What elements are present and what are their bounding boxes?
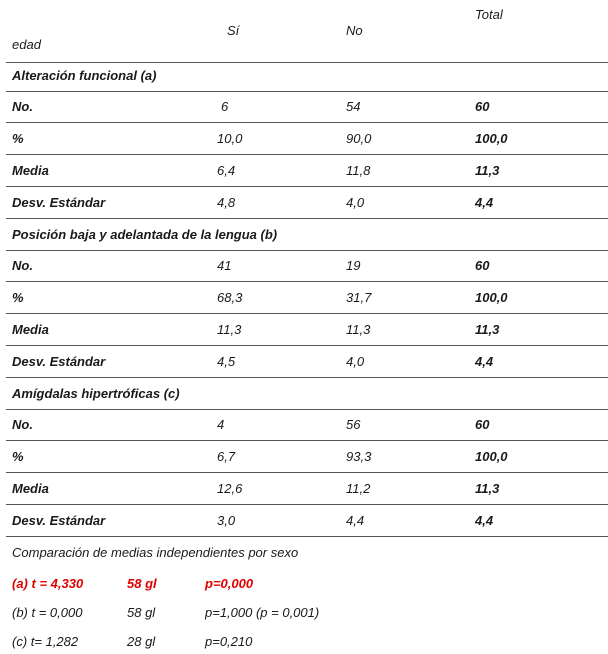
rule bbox=[6, 250, 608, 251]
cell-si: 12,6 bbox=[217, 481, 243, 496]
cell-si: 6,7 bbox=[217, 449, 236, 464]
row-label: % bbox=[12, 131, 24, 146]
cell-si: 4,5 bbox=[217, 354, 236, 369]
section-title-c: Amígdalas hipertróficas (c) bbox=[12, 386, 180, 401]
rule bbox=[6, 472, 608, 473]
header-total: Total bbox=[475, 7, 503, 22]
header-row-label: edad bbox=[12, 37, 41, 52]
header-rule bbox=[6, 62, 608, 63]
cell-total: 100,0 bbox=[475, 449, 508, 464]
cell-total: 4,4 bbox=[475, 354, 494, 369]
cell-si: 4 bbox=[217, 417, 225, 432]
rule bbox=[6, 281, 608, 282]
cell-si: 10,0 bbox=[217, 131, 243, 146]
row-label: % bbox=[12, 449, 24, 464]
cell-si: 6,4 bbox=[217, 163, 236, 178]
row-label: No. bbox=[12, 417, 33, 432]
cell-no: 11,3 bbox=[346, 322, 371, 337]
cell-si: 41 bbox=[217, 258, 232, 273]
cell-no: 4,4 bbox=[346, 513, 365, 528]
rule bbox=[6, 122, 608, 123]
rule bbox=[6, 313, 608, 314]
cell-no: 11,2 bbox=[346, 481, 371, 496]
row-label: Media bbox=[12, 163, 49, 178]
rule bbox=[6, 440, 608, 441]
cell-no: 19 bbox=[346, 258, 361, 273]
cell-total: 4,4 bbox=[475, 513, 494, 528]
cell-si: 68,3 bbox=[217, 290, 243, 305]
test-a-p: p=0,000 bbox=[205, 576, 254, 591]
cell-no: 93,3 bbox=[346, 449, 372, 464]
row-label: % bbox=[12, 290, 24, 305]
section-title-b: Posición baja y adelantada de la lengua (b) bbox=[12, 227, 278, 242]
rule bbox=[6, 536, 608, 537]
test-c-gl: 28 gl bbox=[127, 634, 156, 649]
header-no: No bbox=[346, 23, 363, 38]
cell-total: 100,0 bbox=[475, 131, 508, 146]
cell-total: 4,4 bbox=[475, 195, 494, 210]
row-label: No. bbox=[12, 258, 33, 273]
rule bbox=[6, 186, 608, 187]
test-c-t: (c) t= 1,282 bbox=[12, 634, 79, 649]
test-a-gl: 58 gl bbox=[127, 576, 157, 591]
cell-si: 6 bbox=[221, 99, 229, 114]
rule bbox=[6, 345, 608, 346]
cell-no: 4,0 bbox=[346, 195, 365, 210]
row-label: Media bbox=[12, 322, 49, 337]
test-b-p: p=1,000 (p = 0,001) bbox=[205, 605, 320, 620]
cell-si: 3,0 bbox=[217, 513, 236, 528]
rule bbox=[6, 409, 608, 410]
rule bbox=[6, 218, 608, 219]
cell-si: 4,8 bbox=[217, 195, 236, 210]
footer-caption: Comparación de medias independientes por sexo bbox=[12, 545, 299, 560]
section-title-a: Alteración funcional (a) bbox=[12, 68, 157, 83]
row-label: Media bbox=[12, 481, 49, 496]
header-si: Sí bbox=[227, 23, 240, 38]
rule bbox=[6, 504, 608, 505]
row-label: Desv. Estándar bbox=[12, 195, 106, 210]
cell-total: 11,3 bbox=[475, 163, 500, 178]
cell-total: 100,0 bbox=[475, 290, 508, 305]
cell-total: 60 bbox=[475, 99, 490, 114]
cell-si: 11,3 bbox=[217, 322, 242, 337]
row-label: No. bbox=[12, 99, 33, 114]
cell-no: 56 bbox=[346, 417, 361, 432]
cell-total: 11,3 bbox=[475, 481, 500, 496]
cell-total: 60 bbox=[475, 417, 490, 432]
cell-no: 4,0 bbox=[346, 354, 365, 369]
test-b-t: (b) t = 0,000 bbox=[12, 605, 83, 620]
cell-no: 54 bbox=[346, 99, 361, 114]
test-b-gl: 58 gl bbox=[127, 605, 156, 620]
test-a-t: (a) t = 4,330 bbox=[12, 576, 84, 591]
rule bbox=[6, 91, 608, 92]
rule bbox=[6, 154, 608, 155]
test-c-p: p=0,210 bbox=[205, 634, 253, 649]
cell-no: 31,7 bbox=[346, 290, 372, 305]
row-label: Desv. Estándar bbox=[12, 513, 106, 528]
cell-total: 11,3 bbox=[475, 322, 500, 337]
cell-no: 90,0 bbox=[346, 131, 372, 146]
cell-no: 11,8 bbox=[346, 163, 371, 178]
cell-total: 60 bbox=[475, 258, 490, 273]
row-label: Desv. Estándar bbox=[12, 354, 106, 369]
rule bbox=[6, 377, 608, 378]
